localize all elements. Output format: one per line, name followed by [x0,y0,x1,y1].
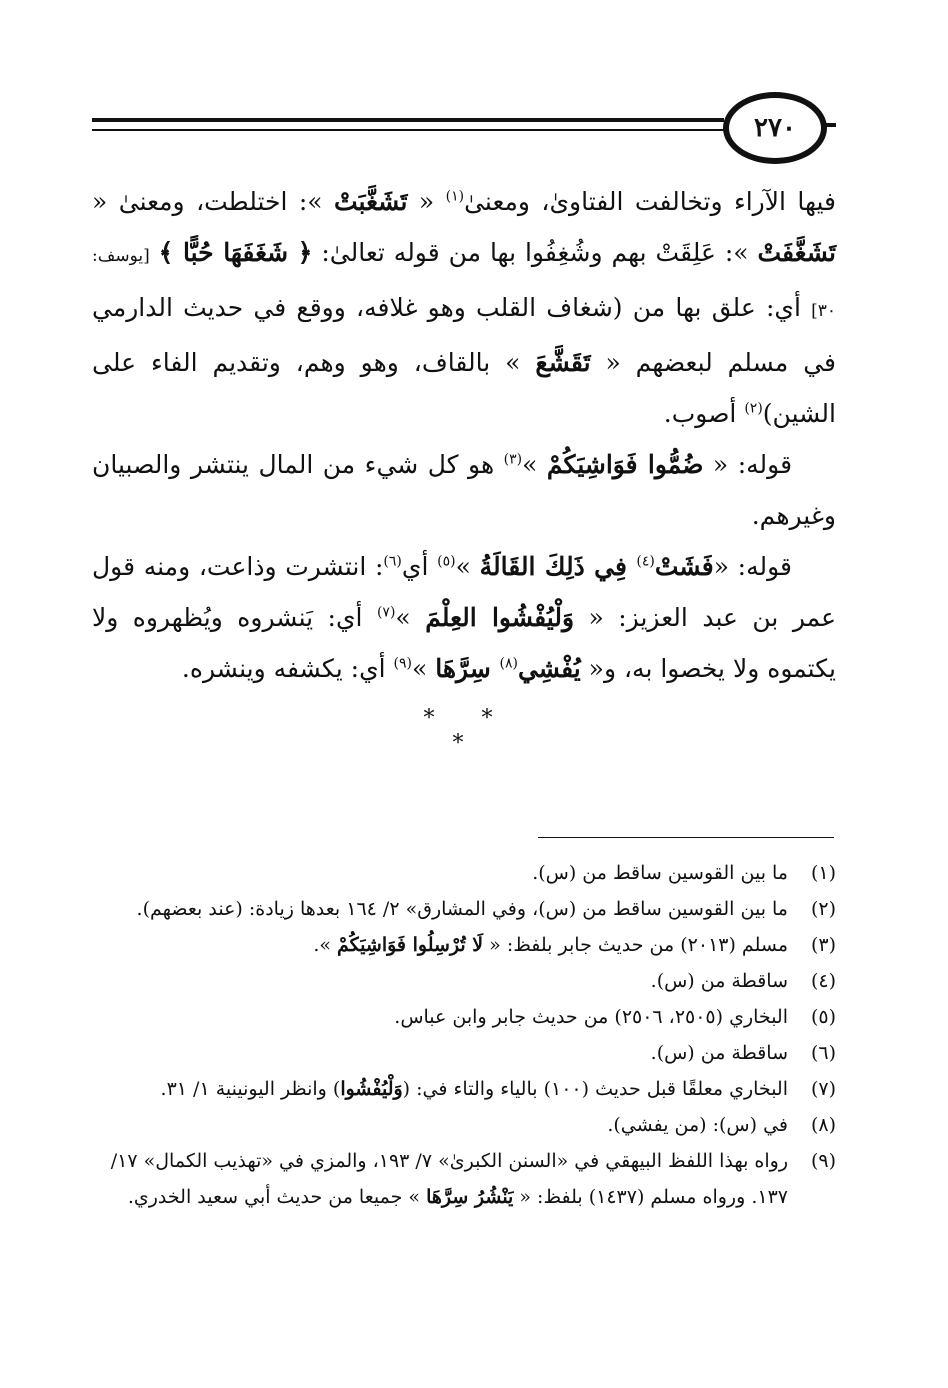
footnote-text [92,1143,788,1215]
footnote-item [92,855,836,891]
paragraph-2 [92,439,836,541]
header-rule-top [92,118,724,122]
hadith-word: يُفْشِي [517,654,581,683]
text-run: » جميعا من حديث أبي سعيد الخدري. [127,1186,427,1208]
text-run: »: عَلِقَتْ بهم وشُغِفُوا بها من قوله تعالىٰ: [312,238,758,267]
paragraph-3 [92,541,836,694]
text-run: » بالقاف، وهو وهم، وتقديم الفاء على الشين) [92,348,836,428]
text-run: : انتشرت وذاعت، ومنه قول عمر بن عبد العزيز: « [92,552,836,632]
footnote-text [92,927,788,963]
hadith-word: تَشَغَّبَتْ [334,187,408,216]
footnote-ref[interactable]: (١) [445,188,465,205]
hadith-word: تَقَشَّعَ [535,348,591,377]
text-run: قوله: « [703,450,793,479]
footnote-ref[interactable]: (٩) [393,655,412,672]
footnote-item [92,1143,836,1215]
footnote-item [92,891,836,927]
text-run: ». [313,934,338,956]
text-run: فيها الآراء وتخالفت الفتاوىٰ، ومعنىٰ [464,187,836,216]
hadith-word: يَنْشُرُ سِرَّهَا [426,1186,514,1208]
text-run: » [522,450,547,479]
text-run: » [455,552,480,581]
hadith-word: لَا تُرْسِلُوا فَوَاشِيَكُمْ [337,934,484,956]
footnote-number: (٤) [810,970,836,992]
footnote-number: (٣) [810,934,836,956]
footnote-text: ساقطة من (س). [650,1042,788,1064]
footnote-item [92,1035,836,1071]
footnote-number: (٧) [810,1078,836,1100]
text-run: أي: يَنشروه ويُظهروه ولا يكتموه ولا يخصوا به، و« [92,603,836,683]
text-run: قوله: « [713,552,792,581]
footnotes [92,855,836,1215]
text-run: » [412,654,436,683]
text-run: ) وانظر اليونينية ١/ ٣١. [160,1078,341,1100]
text-run: هو كل شيء من المال ينتشر والصبيان وغيرهم. [92,450,836,530]
main-text [92,176,836,694]
hadith-word: وَلْيُفْشُوا العِلْمَ [425,603,575,632]
hadith-word: ضُمُّوا فَوَاشِيَكُمْ [546,450,704,479]
footnote-item [92,999,836,1035]
footnote-ref[interactable]: (٢) [744,400,763,417]
footnote-ref[interactable]: (٨) [499,655,518,672]
footnote-number: (٩) [810,1150,836,1172]
hadith-word: فَشَتْ [654,552,714,581]
text-run: » [395,603,426,632]
footnote-number: (١) [810,862,836,884]
footnote-text: البخاري (٢٥٠٥، ٢٥٠٦) من حديث جابر وابن عباس. [394,1006,788,1028]
text-run: رواه بهذا اللفظ البيهقي في «السنن الكبرىٰ» ٧/ ١٩٣، والمزي في «تهذيب الكمال» ١٧/ ١٣٧. ورواه مسلم (١٤٣٧) بلفظ: « [110,1150,788,1208]
footnote-number: (٨) [810,1114,836,1136]
footnote-ref[interactable]: (٦) [383,553,402,570]
footnote-ref[interactable]: (٤) [636,553,655,570]
section-separator: * * * [423,706,513,756]
footnote-text: ما بين القوسين ساقط من (س)، وفي المشارق» ٢/ ١٦٤ بعدها زيادة: (عند بعضهم). [136,898,788,920]
footnote-number: (٦) [810,1042,836,1064]
footnote-text [92,1071,788,1107]
header-rule-bottom [92,129,724,131]
quran-verse: ﴿ شَغَفَهَا حُبًّا ﴾ [158,238,313,267]
header-rule-right [826,123,836,127]
text-run: « [407,187,446,216]
footnote-ref[interactable]: (٣) [503,451,523,468]
footnote-item [92,927,836,963]
footnote-text: ساقطة من (س). [650,970,788,992]
paragraph-1 [92,176,836,439]
hadith-word: فِي ذَلِكَ القَالَةُ [479,552,637,581]
hadith-word: تَشَغَّفَتْ [757,238,836,267]
footnote-item [92,963,836,999]
footnote-number: (٥) [810,1006,836,1028]
footnote-ref[interactable]: (٥) [437,553,456,570]
text-run: أي [401,552,438,581]
footnote-text: في (س): (من يفشي). [607,1114,788,1136]
text-run: أصوب. [663,399,745,428]
footnote-ref[interactable]: (٧) [376,604,396,621]
text-run: أي: يكشفه وينشره. [181,654,394,683]
verse-reference: [يوسف: ٣٠] [92,246,836,321]
text-run: »: اختلطت، ومعنىٰ « [92,187,334,216]
text-run: أي: علق بها من (شغاف القلب وهو غلافه، ووقع في حديث الدارمي في مسلم لبعضهم « [92,293,836,377]
footnote-item [92,1071,836,1107]
footnote-divider [538,837,834,838]
footnote-text: ما بين القوسين ساقط من (س). [532,862,788,884]
hadith-word: سِرَّهَا [435,654,500,683]
footnote-number: (٢) [810,898,836,920]
hadith-word: وَلْيُفْشُوا [340,1078,403,1100]
page-number: ٢٧٠ [723,92,827,164]
text-run: البخاري معلقًا قبل حديث (١٠٠) بالياء والتاء في: ( [402,1078,788,1100]
text-run: مسلم (٢٠١٣) من حديث جابر بلفظ: « [483,934,788,956]
footnote-item [92,1107,836,1143]
